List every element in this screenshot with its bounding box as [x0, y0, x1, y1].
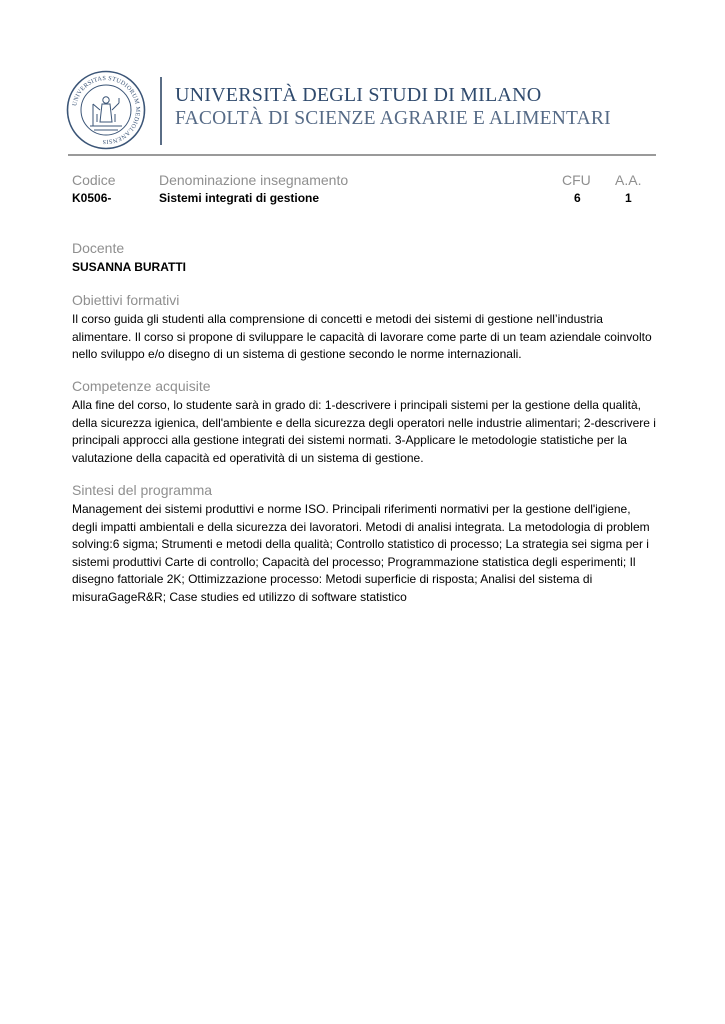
document-header	[0, 0, 725, 160]
university-name: UNIVERSITÀ DEGLI STUDI DI MILANO	[175, 84, 542, 106]
competenze-text: Alla fine del corso, lo studente sarà in grado di: 1-descrivere i principali sistemi per la gestione della qualità, della sicurezza igienica, dell'ambiente e della sicurezza degli operatori nelle industrie alimentari; 2-descrivere i principali approcci alla gestione integrati dei sistemi normati. 3-Applicare le metodologie statistiche per la valutazione della capacità ed operatività di un sistema di gestione.	[72, 398, 656, 465]
cfu-value: 6	[574, 191, 581, 205]
aa-header: A.A.	[615, 172, 642, 188]
seal-text: UNIVERSITAS STUDIORUM MEDIOLANENSIS	[71, 74, 142, 146]
course-name-header: Denominazione insegnamento	[159, 172, 349, 188]
course-name: Sistemi integrati di gestione	[159, 191, 320, 205]
university-seal-icon	[66, 70, 146, 150]
faculty-name: FACOLTÀ DI SCIENZE AGRARIE E ALIMENTARI	[175, 108, 611, 129]
course-code: K0506-	[72, 191, 112, 205]
code-header: Codice	[72, 172, 116, 188]
obiettivi-title: Obiettivi formativi	[72, 292, 180, 308]
competenze-title: Competenze acquisite	[72, 378, 211, 394]
docente-section	[72, 240, 657, 277]
sintesi-section	[72, 482, 657, 606]
sintesi-title: Sintesi del programma	[72, 482, 213, 498]
header-divider	[160, 77, 162, 145]
aa-value: 1	[625, 191, 632, 205]
sintesi-text: Management dei sistemi produttivi e norme ISO. Principali riferimenti normativi per la gestione dell'igiene, degli impatti ambientali e della sicurezza dei lavoratori. Metodi di analisi integrata. La metodologia di problem solving:6 sigma; Strumenti e metodi della qualità; Controllo statistico di processo; La strategia sei sigma per i sistemi produttivi Carte di controllo; Capacità del processo; Programmazione statistica degli esperimenti; Il disegno fattoriale 2K; Ottimizzazione processo: Metodi superficie di risposta; Analisi del sistema di misuraGageR&R; Case studies ed utilizzo di software statistico	[72, 502, 650, 604]
header-rule	[68, 154, 656, 156]
obiettivi-section	[72, 292, 657, 364]
cfu-header: CFU	[562, 172, 591, 188]
docente-name: SUSANNA BURATTI	[72, 260, 186, 274]
docente-title: Docente	[72, 240, 125, 256]
obiettivi-text: Il corso guida gli studenti alla comprensione di concetti e metodi dei sistemi di gestione nell’industria alimentare. Il corso si propone di sviluppare le capacità di lavorare come parte di un team aziendale coinvolto nello sviluppo e/o disegno di un sistema di gestione secondo le norme internazionali.	[72, 312, 652, 361]
competenze-section	[72, 378, 657, 467]
